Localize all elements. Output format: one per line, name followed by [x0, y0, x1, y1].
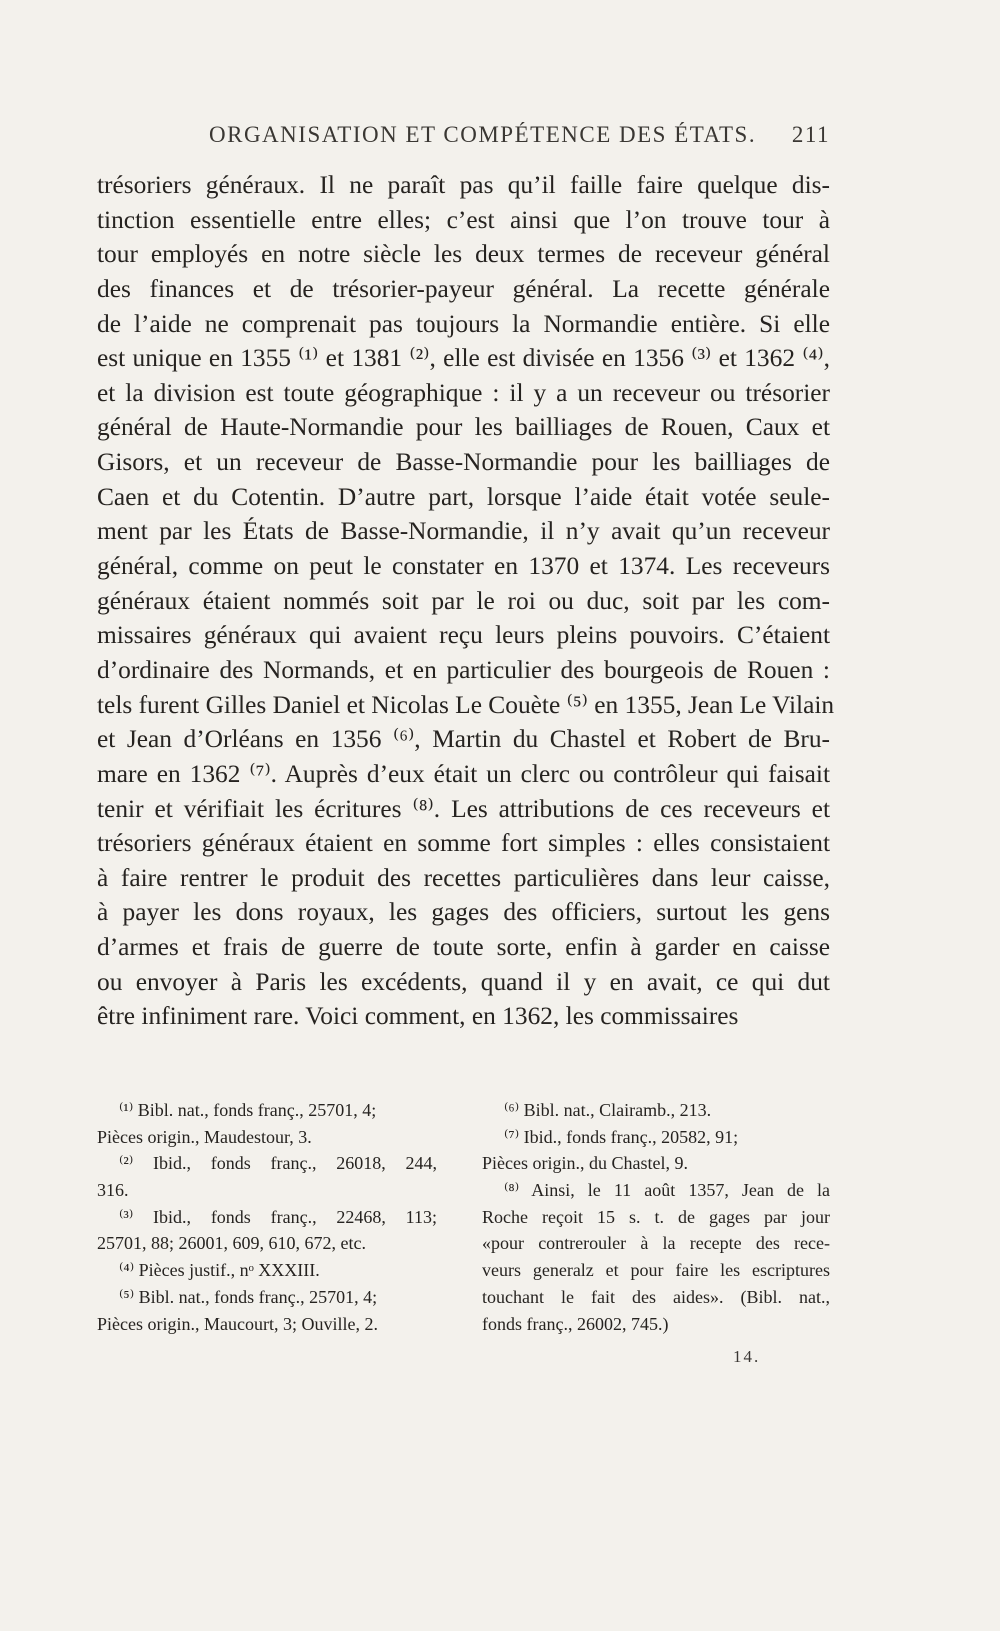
text-line: est unique en 1355 ⁽¹⁾ et 1381 ⁽²⁾, elle est divisée en 1356 ⁽³⁾ et 1362 ⁽⁴⁾,: [97, 344, 830, 373]
footnote-line: Pièces origin., Maucourt, 3; Ouville, 2.: [97, 1313, 378, 1334]
footnote-line: ⁽³⁾ Ibid., fonds franç., 22468, 113;: [119, 1206, 437, 1227]
text-line: mare en 1362 ⁽⁷⁾. Auprès d’eux était un clerc ou contrôleur qui faisait: [97, 759, 830, 788]
footnote-line: «pour contrerouler à la recepte des rece-: [482, 1233, 830, 1254]
footnote-line: 25701, 88; 26001, 609, 610, 672, etc.: [97, 1233, 366, 1254]
text-line: général, comme on peut le constater en 1370 et 1374. Les receveurs: [97, 552, 830, 581]
footnote-line: ⁽⁶⁾ Bibl. nat., Clairamb., 213.: [504, 1100, 712, 1120]
text-line: trésoriers généraux. Il ne paraît pas qu’il faille faire quelque dis-: [97, 171, 830, 199]
text-line: à faire rentrer le produit des recettes particulières dans leur caisse,: [97, 863, 830, 892]
text-line: général de Haute-Normandie pour les bailliages de Rouen, Caux et: [97, 413, 830, 442]
text-line: ment par les États de Basse-Normandie, il n’y avait qu’un receveur: [97, 517, 830, 546]
text-line: et Jean d’Orléans en 1356 ⁽⁶⁾, Martin du Chastel et Robert de Bru-: [97, 725, 830, 754]
footnote-line: ⁽²⁾ Ibid., fonds franç., 26018, 244,: [119, 1153, 437, 1174]
body-text: [97, 168, 835, 1034]
footnote-line: veurs generalz et pour faire les escriptures: [482, 1260, 830, 1281]
text-line: tour employés en notre siècle les deux termes de receveur général: [97, 240, 830, 269]
text-line: de l’aide ne comprenait pas toujours la Normandie entière. Si elle: [97, 309, 830, 338]
text-line: trésoriers généraux étaient en somme fort simples : elles consistaient: [97, 829, 830, 858]
text-line: d’ordinaire des Normands, et en particulier des bourgeois de Rouen :: [97, 655, 830, 684]
footnote-line: ⁽⁷⁾ Ibid., fonds franç., 20582, 91;: [504, 1126, 739, 1147]
text-line: d’armes et frais de guerre de toute sorte, enfin à garder en caisse: [97, 933, 830, 962]
page-number: 211: [791, 122, 830, 147]
text-line: être infiniment rare. Voici comment, en 1362, les commissaires: [97, 1002, 739, 1031]
text-line: tinction essentielle entre elles; c’est ainsi que l’on trouve tour à: [97, 205, 830, 234]
footnote-line: fonds franç., 26002, 745.): [482, 1313, 669, 1334]
text-line: tenir et vérifiait les écritures ⁽⁸⁾. Les attributions de ces receveurs et: [97, 794, 830, 823]
text-line: à payer les dons royaux, les gages des officiers, surtout les gens: [97, 898, 830, 927]
running-title: ORGANISATION ET COMPÉTENCE DES ÉTATS.: [209, 122, 757, 147]
running-head: [97, 122, 830, 148]
footnote-line: ⁽¹⁾ Bibl. nat., fonds franç., 25701, 4;: [119, 1100, 377, 1120]
signature-mark: 14.: [733, 1347, 761, 1366]
footnote-line: ⁽⁸⁾ Ainsi, le 11 août 1357, Jean de la: [504, 1180, 830, 1201]
text-line: des finances et de trésorier-payeur général. La recette générale: [97, 274, 830, 303]
footnotes-left-column: [97, 1097, 437, 1337]
text-line: Gisors, et un receveur de Basse-Normandie pour les bailliages de: [97, 448, 830, 477]
text-line: ou envoyer à Paris les excédents, quand il y en avait, ce qui dut: [97, 967, 830, 996]
footnote-line: touchant le fait des aides». (Bibl. nat.,: [482, 1286, 830, 1307]
text-line: Caen et du Cotentin. D’autre part, lorsque l’aide était votée seule-: [97, 482, 830, 511]
text-line: généraux étaient nommés soit par le roi ou duc, soit par les com-: [97, 586, 830, 615]
text-line: et la division est toute géographique : il y a un receveur ou trésorier: [97, 378, 830, 407]
footnote-line: ⁽⁴⁾ Pièces justif., nᵒ XXXIII.: [119, 1260, 320, 1281]
footnotes-right-column: [482, 1097, 830, 1337]
footnote-line: Roche reçoit 15 s. t. de gages par jour: [482, 1206, 830, 1227]
footnote-line: Pièces origin., du Chastel, 9.: [482, 1153, 688, 1174]
footnote-line: ⁽⁵⁾ Bibl. nat., fonds franç., 25701, 4;: [119, 1286, 378, 1307]
text-line: tels furent Gilles Daniel et Nicolas Le Couète ⁽⁵⁾ en 1355, Jean Le Vilain: [97, 690, 835, 719]
text-line: missaires généraux qui avaient reçu leurs pleins pouvoirs. C’étaient: [97, 621, 830, 650]
footnote-line: Pièces origin., Maudestour, 3.: [97, 1126, 312, 1147]
footnote-line: 316.: [97, 1180, 129, 1201]
